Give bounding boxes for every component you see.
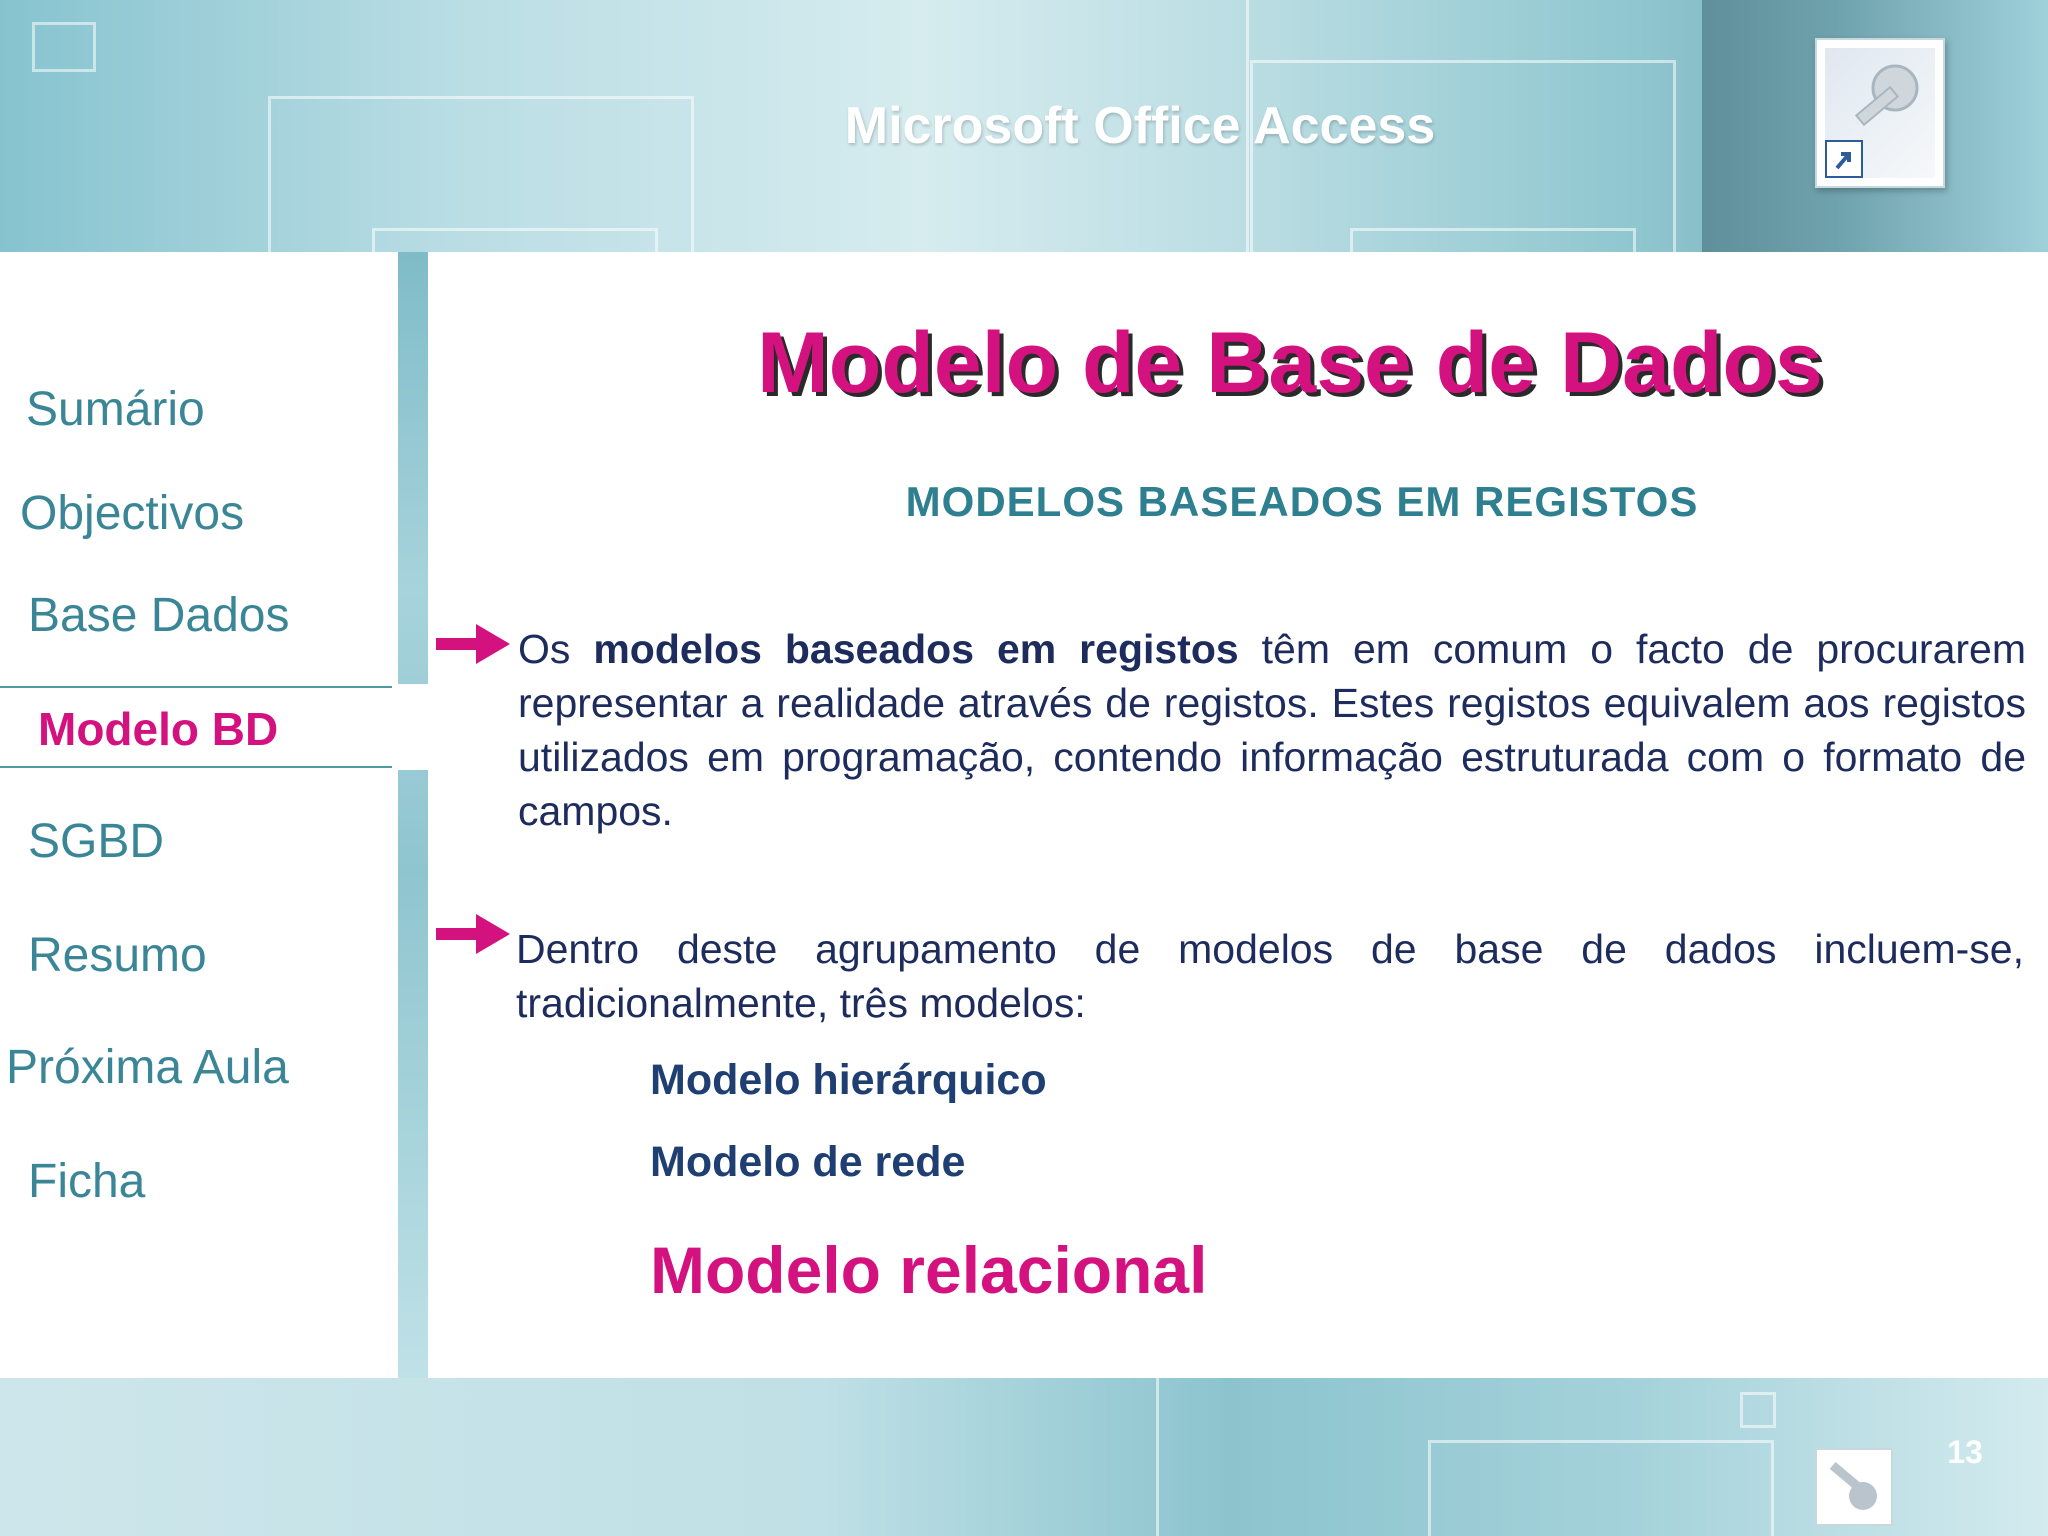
header-decoration bbox=[32, 22, 96, 72]
model-rede: Modelo de rede bbox=[650, 1138, 966, 1186]
nav-item-objectivos[interactable]: Objectivos bbox=[20, 487, 245, 540]
header-decoration bbox=[1350, 228, 1636, 252]
slide-title: Modelo de Base de Dados bbox=[757, 315, 1823, 411]
slide-subtitle: MODELOS BASEADOS EM REGISTOS bbox=[905, 478, 1699, 525]
access-app-icon bbox=[1815, 38, 1945, 188]
nav-active-top-divider bbox=[0, 686, 392, 688]
app-title: Microsoft Office Access bbox=[844, 97, 1436, 155]
paragraph-registos bbox=[518, 622, 2026, 838]
header-banner bbox=[0, 0, 2048, 252]
model-hierarquico: Modelo hierárquico bbox=[650, 1056, 1047, 1104]
footer-decoration bbox=[1150, 1378, 1159, 1536]
paragraph-bold-term: modelos baseados em registos bbox=[593, 626, 1239, 672]
footer-decoration bbox=[1740, 1392, 1776, 1428]
shortcut-arrow-icon bbox=[1825, 140, 1863, 178]
footer-banner bbox=[0, 1378, 2048, 1536]
nav-item-base-dados[interactable]: Base Dados bbox=[28, 589, 290, 642]
arrow-right-icon bbox=[436, 912, 510, 956]
arrow-right-icon bbox=[436, 622, 510, 666]
access-footer-icon bbox=[1815, 1448, 1893, 1526]
model-relacional: Modelo relacional bbox=[650, 1233, 1208, 1307]
footer-decoration bbox=[1428, 1440, 1774, 1536]
nav-active-bottom-divider bbox=[0, 766, 392, 768]
nav-item-resumo[interactable]: Resumo bbox=[28, 929, 207, 982]
nav-item-ficha[interactable]: Ficha bbox=[28, 1155, 146, 1208]
paragraph-agrupamento: Dentro deste agrupamento de modelos de base de dados incluem-se, tradicionalmente, três modelos: bbox=[516, 926, 2024, 1026]
slide-content bbox=[428, 252, 2048, 1378]
sidebar-strip-gap bbox=[398, 684, 428, 770]
paragraph-rest: têm em comum o facto de procurarem representar a realidade através de registos. Estes registos equivalem aos registos utilizados em programação, contendo informação estruturada com o formato de campos. bbox=[518, 626, 2026, 834]
nav-item-sumario[interactable]: Sumário bbox=[26, 383, 205, 436]
nav-item-proxima-aula[interactable]: Próxima Aula bbox=[6, 1041, 289, 1094]
sidebar-nav bbox=[0, 252, 400, 1378]
header-decoration bbox=[372, 228, 658, 252]
page-number: 13 bbox=[1947, 1434, 1983, 1470]
paragraph-prefix: Os bbox=[518, 626, 594, 672]
nav-item-modelo-bd[interactable]: Modelo BD bbox=[38, 703, 279, 755]
header-decoration bbox=[1250, 60, 1676, 252]
sidebar-strip bbox=[398, 252, 428, 1378]
nav-item-sgbd[interactable]: SGBD bbox=[28, 815, 165, 868]
